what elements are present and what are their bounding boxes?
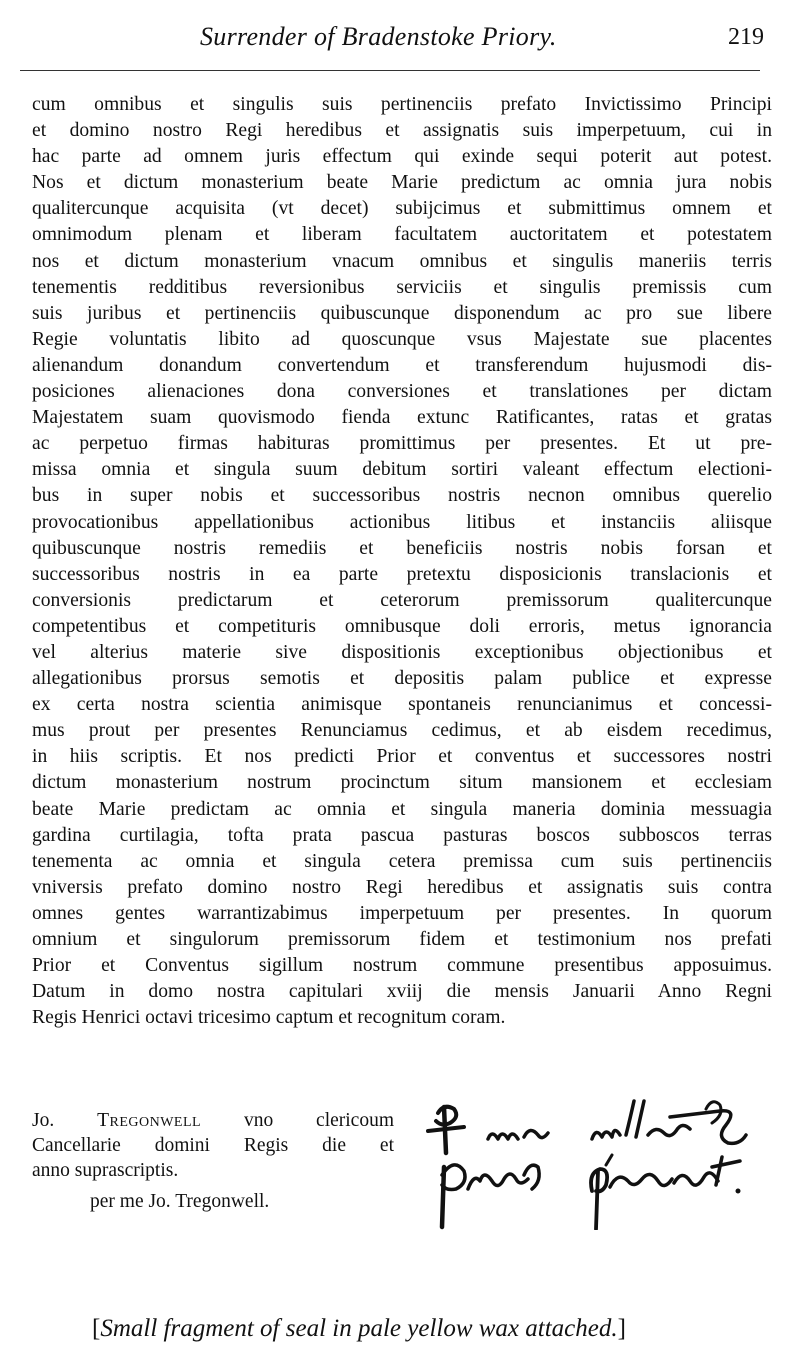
body-line: dictum monasterium nostrum procinctum situm mansionem et ecclesiam xyxy=(32,772,772,794)
page-number: 219 xyxy=(728,24,764,50)
body-line: ex certa nostra scientia animisque spontaneis renuncianimus et concessi- xyxy=(32,694,772,716)
seal-note xyxy=(92,1315,626,1343)
body-line: Prior et Conventus sigillum nostrum commune presentibus apposuimus. xyxy=(32,955,772,977)
body-line: vel alterius materie sive dispositionis exceptionibus objectionibus et xyxy=(32,641,772,663)
running-header xyxy=(0,22,800,62)
seal-note-text: Small fragment of seal in pale yellow wax attached. xyxy=(100,1315,618,1342)
running-title: Surrender of Bradenstoke Priory. xyxy=(200,22,557,51)
body-line: beate Marie predictam ac omnia et singula maneria dominia messuagia xyxy=(32,798,772,820)
body-line: cum omnibus et singulis suis pertinenciis prefato Invictissimo Principi xyxy=(32,94,772,115)
attestation-line-4: per me Jo. Tregonwell. xyxy=(90,1191,270,1212)
body-line: qualitercunque acquisita (vt decet) subijcimus et submittimus omnem et xyxy=(32,198,772,220)
body-line: allegationibus prorsus semotis et depositis palam publice et expresse xyxy=(32,668,772,690)
body-line: Datum in domo nostra capitulari xviij die mensis Januarii Anno Regni xyxy=(32,981,772,1003)
body-line: provocationibus appellationibus actionibus litibus et instanciis aliisque xyxy=(32,511,772,533)
body-line: ac perpetuo firmas habituras promittimus per presentes. Et ut pre- xyxy=(32,433,772,455)
body-line: Majestatem suam quovismodo fienda extunc Ratificantes, ratas et gratas xyxy=(32,407,772,429)
body-line: competentibus et competituris omnibusque doli erroris, metus ignorancia xyxy=(32,615,772,637)
body-line: Regis Henrici octavi tricesimo captum et recognitum coram. xyxy=(32,1007,506,1029)
attestation-line-1-rest: vno clericoum xyxy=(201,1110,395,1131)
attestation-line-2: Cancellarie domini Regis die et xyxy=(32,1135,394,1156)
attestation-name-prefix: Jo. xyxy=(32,1110,98,1131)
body-line: in hiis scriptis. Et nos predicti Prior et conventus et successores nostri xyxy=(32,746,772,768)
body-line: mus prout per presentes Renunciamus cedimus, et ab eisdem recedimus, xyxy=(32,720,772,742)
body-line: gardina curtilagia, tofta prata pascua pasturas boscos subboscos terras xyxy=(32,824,772,846)
body-line: bus in super nobis et successoribus nostris necnon omnibus querelio xyxy=(32,485,772,507)
body-line: alienandum donandum convertendum et transferendum hujusmodi dis- xyxy=(32,354,772,376)
handwritten-signature xyxy=(420,1095,770,1230)
attestation-block xyxy=(32,1108,412,1214)
body-line: omnium et singulorum premissorum fidem et testimonium nos prefati xyxy=(32,929,772,950)
body-text xyxy=(32,92,772,1031)
body-line: posiciones alienaciones dona conversiones et translationes per dictam xyxy=(32,381,772,403)
body-line: nos et dictum monasterium vnacum omnibus et singulis maneriis terris xyxy=(32,250,772,272)
body-line: Regie voluntatis libito ad quoscunque vsus Majestate sue placentes xyxy=(32,328,772,350)
body-line: conversionis predictarum et ceterorum premissorum qualitercunque xyxy=(32,589,772,611)
header-rule xyxy=(20,70,760,71)
body-line: successoribus nostris in ea parte pretextu disposicionis translacionis et xyxy=(32,563,772,585)
seal-note-close-bracket: ] xyxy=(617,1315,626,1342)
attestation-line-3: anno suprascriptis. xyxy=(32,1160,179,1181)
body-line: tenementa ac omnia et singula cetera premissa cum suis pertinenciis xyxy=(32,850,772,872)
body-line: vniversis prefato domino nostro Regi heredibus et assignatis suis contra xyxy=(32,876,772,898)
body-line: missa omnia et singula suum debitum sortiri valeant effectum electioni- xyxy=(32,459,772,481)
body-line: omnes gentes warrantizabimus imperpetuum per presentes. In quorum xyxy=(32,902,772,924)
body-line: omnimodum plenam et liberam facultatem auctoritatem et potestatem xyxy=(32,224,772,246)
body-line: suis juribus et pertinenciis quibuscunque disponendum ac pro sue libere xyxy=(32,302,772,324)
body-line: tenementis redditibus reversionibus serviciis et singulis premissis cum xyxy=(32,276,772,298)
body-line: et domino nostro Regi heredibus et assignatis suis imperpetuum, cui in xyxy=(32,120,772,142)
attestation-surname: Tregonwell xyxy=(97,1110,202,1131)
attestation-line-1 xyxy=(32,1108,394,1133)
body-line: quibuscunque nostris remediis et beneficiis nostris nobis forsan et xyxy=(32,537,772,559)
body-line: Nos et dictum monasterium beate Marie predictum ac omnia jura nobis xyxy=(32,172,772,194)
body-line: hac parte ad omnem juris effectum qui exinde sequi poterit aut potest. xyxy=(32,146,772,168)
seal-note-open-bracket: [ xyxy=(92,1315,101,1342)
